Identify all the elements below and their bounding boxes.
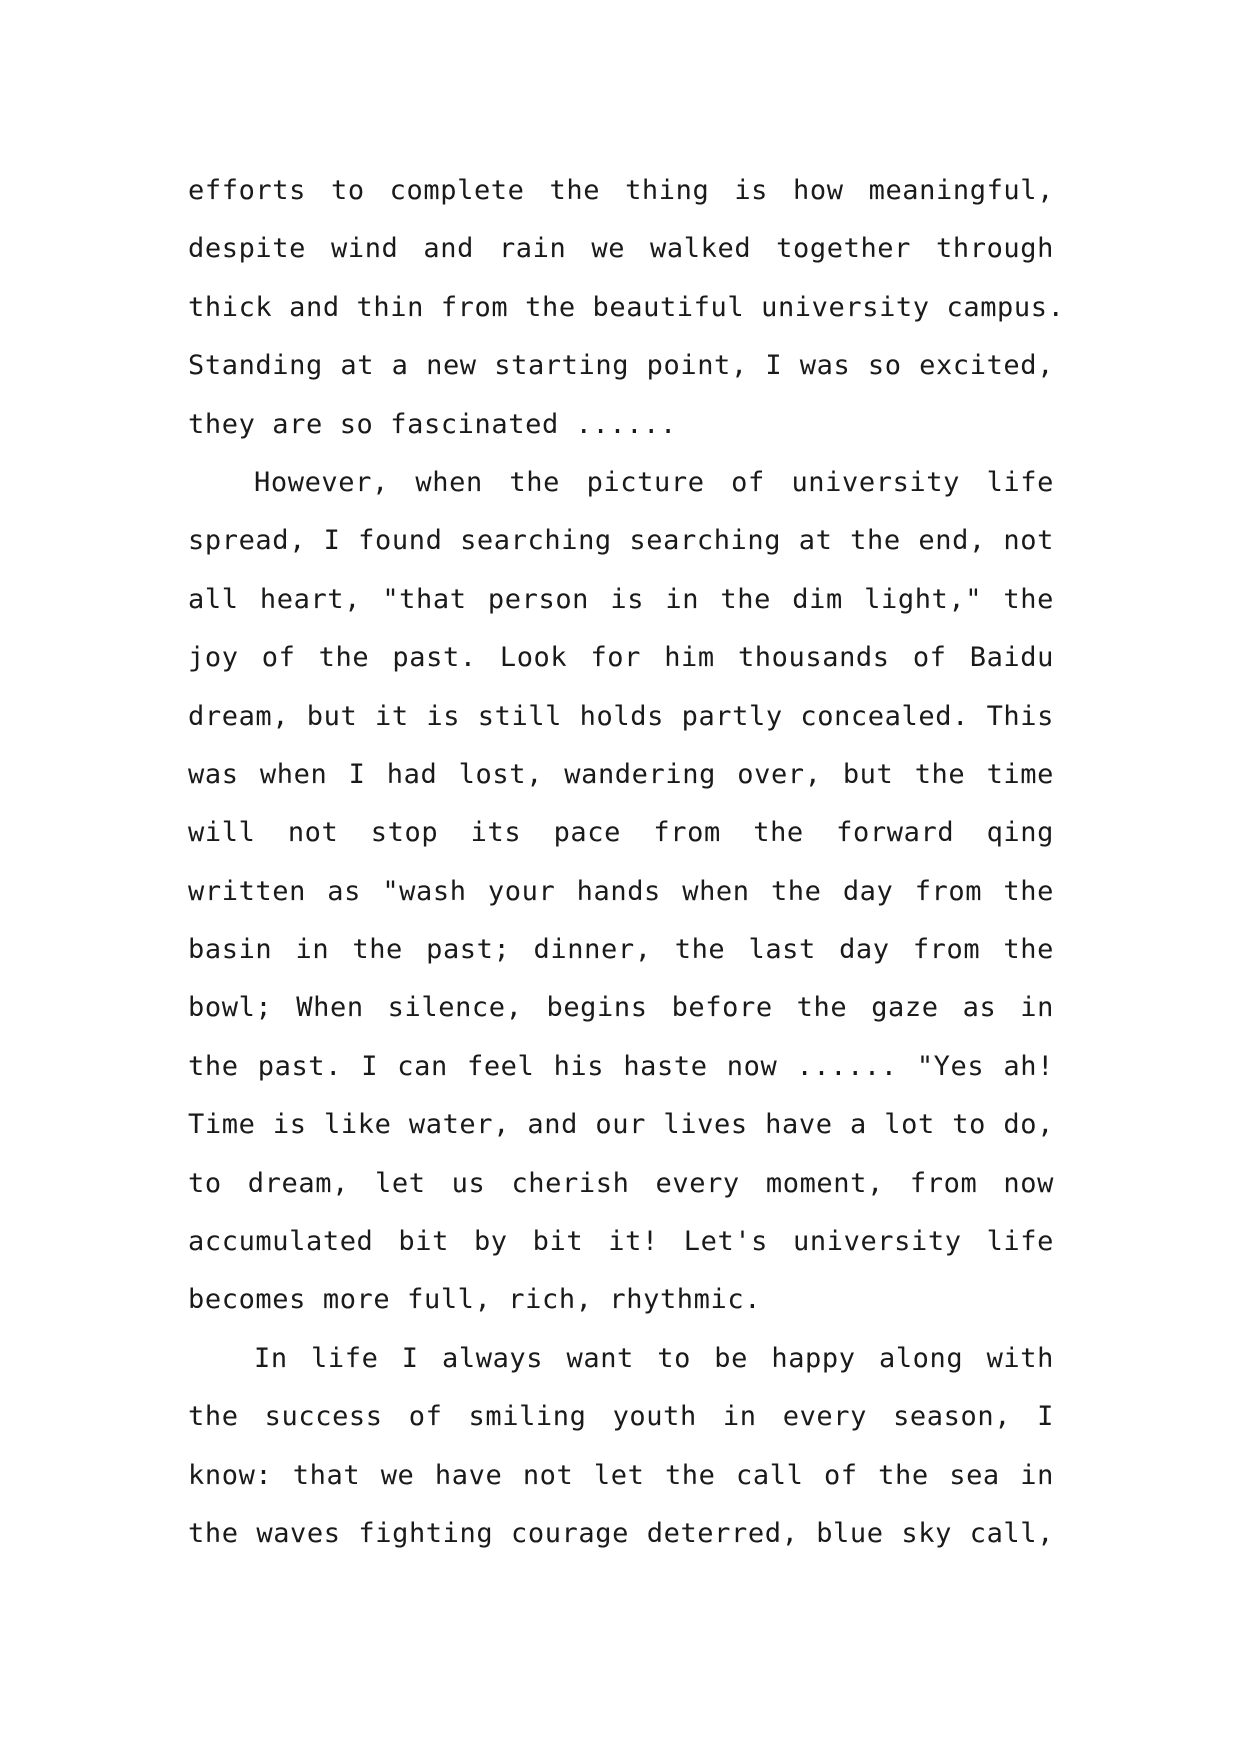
text-line: the waves fighting courage deterred, blue sky call,: [188, 1517, 1054, 1549]
text-line: the success of smiling youth in every season, I: [188, 1401, 1054, 1433]
text-line: the past. I can feel his haste now ...... "Yes ah!: [188, 1050, 1054, 1082]
text-line: despite wind and rain we walked together through: [188, 233, 1054, 265]
text-line: accumulated bit by bit it! Let's university life: [188, 1226, 1054, 1258]
text-line: to dream, let us cherish every moment, from now: [188, 1167, 1054, 1199]
text-line: know: that we have not let the call of the sea in: [188, 1459, 1054, 1491]
text-line: Time is like water, and our lives have a lot to do,: [188, 1109, 1054, 1141]
text-line: spread, I found searching searching at the end, not: [188, 525, 1054, 557]
paragraph-end-line: becomes more full, rich, rhythmic.: [188, 1284, 762, 1316]
paragraph-start-line: In life I always want to be happy along with: [254, 1342, 1054, 1374]
paragraph-start-line: However, when the picture of university life: [254, 466, 1054, 498]
text-line: was when I had lost, wandering over, but the time: [188, 758, 1054, 790]
text-line: joy of the past. Look for him thousands of Baidu: [188, 642, 1054, 674]
text-line: thick and thin from the beautiful university campus.: [188, 291, 1065, 323]
text-line: all heart, "that person is in the dim light," the: [188, 583, 1054, 615]
text-line: Standing at a new starting point, I was so excited,: [188, 350, 1054, 382]
text-line: bowl; When silence, begins before the gaze as in: [188, 992, 1054, 1024]
text-line: basin in the past; dinner, the last day from the: [188, 934, 1054, 966]
text-line: dream, but it is still holds partly concealed. This: [188, 700, 1054, 732]
paragraph-end-line: they are so fascinated ......: [188, 408, 677, 440]
text-line: will not stop its pace from the forward qing: [188, 817, 1054, 849]
body-text: [188, 162, 1065, 1563]
text-line: efforts to complete the thing is how meaningful,: [188, 175, 1054, 206]
text-line: written as "wash your hands when the day from the: [188, 875, 1054, 907]
